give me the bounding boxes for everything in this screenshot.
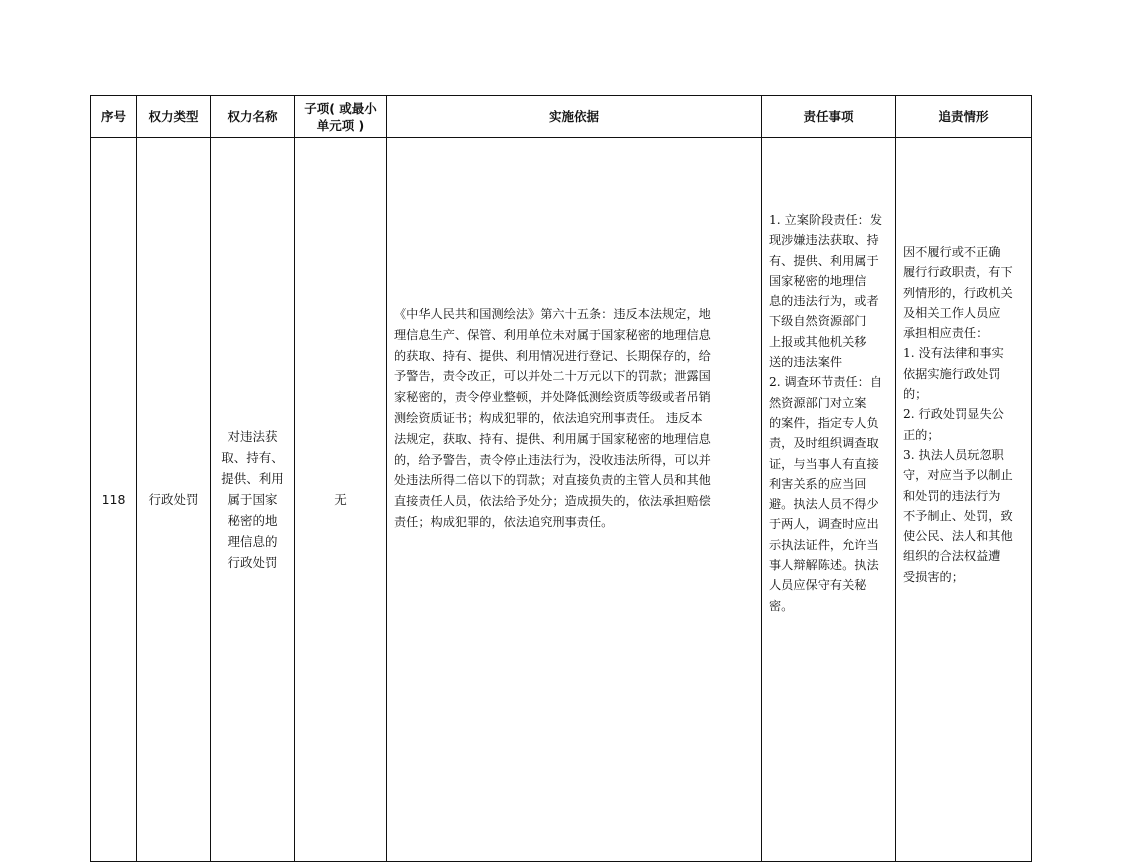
duty-cell bbox=[762, 138, 896, 862]
text-line: 取、持有、 bbox=[221, 450, 284, 465]
power-type-cell: 行政处罚 bbox=[137, 138, 211, 862]
header-power-name: 权力名称 bbox=[211, 96, 295, 138]
text-line: 秘密的地 bbox=[227, 513, 278, 528]
subitem-cell: 无 bbox=[295, 138, 387, 862]
text-line: 示执法证件，允许当 bbox=[769, 537, 879, 552]
text-line: 责，及时组织调查取 bbox=[769, 436, 879, 451]
text-line: 依据实施行政处罚 bbox=[903, 366, 1001, 381]
text-line: 2. 调查环节责任：自 bbox=[769, 375, 883, 390]
text-line: 组织的合法权益遭 bbox=[903, 549, 1001, 564]
text-line: 下级自然资源部门 bbox=[769, 314, 867, 329]
text-line: 因不履行或不正确 bbox=[903, 245, 1001, 259]
text-line: 国家秘密的地理信 bbox=[769, 273, 867, 288]
text-line: 正的； bbox=[903, 427, 940, 442]
text-line: 处违法所得二倍以下的罚款；对直接负责的主管人员和其他 bbox=[394, 473, 711, 488]
text-line: 理信息的 bbox=[227, 534, 278, 549]
text-line: 不予制止、处罚，致 bbox=[903, 508, 1013, 523]
text-line: 予警告，责令改正，可以并处二十万元以下的罚款；泄露国 bbox=[394, 369, 711, 384]
text-line: 3. 执法人员玩忽职 bbox=[903, 447, 1004, 462]
text-line: 列情形的，行政机关 bbox=[903, 285, 1013, 300]
text-line: 对违法获 bbox=[227, 429, 278, 444]
text-line: 使公民、法人和其他 bbox=[903, 529, 1013, 544]
text-line: 上报或其他机关移 bbox=[769, 334, 867, 349]
text-line: 然资源部门对立案 bbox=[769, 395, 867, 410]
text-line: 的案件，指定专人负 bbox=[769, 415, 879, 430]
header-accountability: 追责情形 bbox=[896, 96, 1032, 138]
header-basis: 实施依据 bbox=[387, 96, 762, 138]
header-power-type: 权力类型 bbox=[137, 96, 211, 138]
header-serial: 序号 bbox=[91, 96, 137, 138]
power-list-table bbox=[90, 95, 1032, 862]
text-line: 有、提供、利用属于 bbox=[769, 253, 879, 268]
header-subitem-line: 子项( 或最小 bbox=[304, 100, 377, 116]
text-line: 2. 行政处罚显失公 bbox=[903, 407, 1004, 422]
text-line: 人员应保守有关秘 bbox=[769, 578, 867, 593]
text-line: 事人辩解陈述。执法 bbox=[769, 558, 879, 573]
text-line: 的获取、持有、提供、利用情况进行登记、长期保存的，给 bbox=[394, 348, 711, 363]
text-line: 于两人，调查时应出 bbox=[769, 517, 879, 532]
text-line: 履行行政职责，有下 bbox=[903, 265, 1013, 280]
text-line: 避。执法人员不得少 bbox=[769, 497, 879, 512]
basis-cell bbox=[387, 138, 762, 862]
text-line: 1. 立案阶段责任：发 bbox=[769, 213, 883, 227]
text-line: 家秘密的，责令停业整顿，并处降低测绘资质等级或者吊销 bbox=[394, 390, 711, 405]
text-line: 提供、利用 bbox=[221, 471, 284, 486]
text-line: 及相关工作人员应 bbox=[903, 305, 1001, 320]
text-line: 受损害的； bbox=[903, 569, 964, 584]
header-subitem bbox=[295, 96, 387, 138]
text-line: 理信息生产、保管、利用单位未对属于国家秘密的地理信息 bbox=[394, 327, 711, 342]
text-line: 和处罚的违法行为 bbox=[903, 488, 1001, 503]
serial-cell: 118 bbox=[91, 138, 137, 862]
text-line: 利害关系的应当回 bbox=[769, 476, 867, 491]
header-duty: 责任事项 bbox=[762, 96, 896, 138]
accountability-cell bbox=[896, 138, 1032, 862]
header-subitem-line: 单元项 ) bbox=[316, 117, 365, 133]
table-header-row bbox=[91, 96, 1032, 138]
text-line: 法规定，获取、持有、提供、利用属于国家秘密的地理信息 bbox=[394, 431, 711, 446]
text-line: 现涉嫌违法获取、持 bbox=[769, 233, 879, 248]
text-line: 1. 没有法律和事实 bbox=[903, 346, 1004, 361]
text-line: 息的违法行为，或者 bbox=[769, 294, 879, 309]
text-line: 的，给予警告，责令停止违法行为，没收违法所得，可以并 bbox=[394, 452, 711, 467]
text-line: 的； bbox=[903, 387, 928, 402]
text-line: 属于国家 bbox=[227, 492, 278, 507]
text-line: 责任；构成犯罪的，依法追究刑事责任。 bbox=[394, 514, 614, 529]
power-name-cell bbox=[211, 138, 295, 862]
text-line: 守，对应当予以制止 bbox=[903, 468, 1013, 483]
text-line: 行政处罚 bbox=[227, 555, 278, 570]
text-line: 《中华人民共和国测绘法》第六十五条：违反本法规定，地 bbox=[394, 307, 711, 321]
text-line: 证，与当事人有直接 bbox=[769, 456, 879, 471]
text-line: 直接责任人员，依法给予处分；造成损失的，依法承担赔偿 bbox=[394, 494, 711, 509]
table-row bbox=[91, 138, 1032, 862]
text-line: 测绘资质证书；构成犯罪的，依法追究刑事责任。 违反本 bbox=[394, 410, 703, 425]
text-line: 密。 bbox=[769, 598, 794, 613]
text-line: 送的违法案件 bbox=[769, 355, 843, 370]
text-line: 承担相应责任： bbox=[903, 326, 989, 341]
